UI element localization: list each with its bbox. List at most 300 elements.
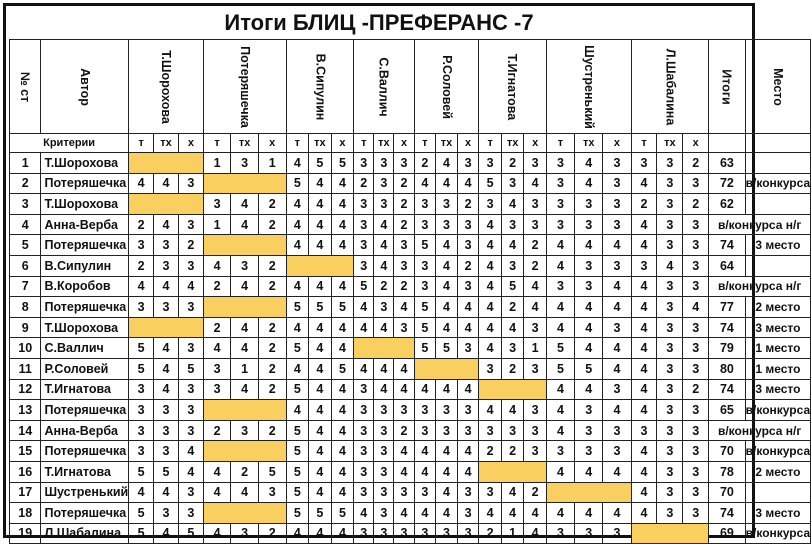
score-cell: 1: [231, 358, 259, 379]
score-cell: 3: [546, 153, 574, 174]
score-cell: 4: [178, 461, 203, 482]
score-cell: 4: [286, 523, 309, 544]
score-cell: 3: [414, 482, 436, 503]
score-cell: 3: [524, 317, 547, 338]
score-cell: 4: [231, 214, 259, 235]
score-cell: 2: [258, 194, 286, 215]
score-cell: 4: [631, 482, 657, 503]
score-cell: 4: [286, 153, 309, 174]
score-cell: 3: [683, 503, 709, 524]
score-cell: 4: [331, 441, 354, 462]
score-cell: 5: [414, 235, 436, 256]
self-judge-cell: [479, 461, 546, 482]
score-cell: 3: [575, 523, 603, 544]
row-author: С.Валлич: [41, 338, 129, 359]
score-cell: 3: [258, 482, 286, 503]
score-cell: 3: [178, 503, 203, 524]
score-cell: 4: [309, 358, 332, 379]
header-judge-text: Шустренький: [581, 44, 596, 129]
header-judge: [546, 40, 631, 134]
score-cell: 4: [231, 317, 259, 338]
score-cell: 3: [457, 400, 479, 421]
row-total: 64: [709, 255, 745, 276]
row-number: 16: [10, 461, 41, 482]
score-cell: 4: [309, 276, 332, 297]
score-cell: 3: [154, 420, 179, 441]
score-cell: 4: [129, 482, 154, 503]
row-place: 3 место: [745, 317, 810, 338]
row-total: 69: [709, 523, 745, 544]
score-cell: 5: [309, 503, 332, 524]
score-cell: 4: [575, 338, 603, 359]
page-title: Итоги БЛИЦ -ПРЕФЕРАНС -7: [224, 10, 534, 35]
score-cell: 4: [374, 317, 394, 338]
header-judge: [286, 40, 354, 134]
score-cell: 4: [374, 214, 394, 235]
score-cell: 4: [436, 317, 458, 338]
score-cell: 4: [231, 276, 259, 297]
row-total: 80: [709, 358, 745, 379]
score-cell: 4: [436, 235, 458, 256]
row-number: 1: [10, 153, 41, 174]
score-cell: 3: [501, 338, 523, 359]
score-cell: 3: [657, 441, 683, 462]
criteria-row: [10, 134, 811, 153]
score-cell: 2: [203, 420, 231, 441]
score-cell: 2: [683, 379, 709, 400]
score-cell: 3: [178, 338, 203, 359]
score-cell: 4: [154, 482, 179, 503]
score-cell: 4: [286, 400, 309, 421]
header-place: [745, 40, 810, 134]
score-cell: 4: [479, 503, 501, 524]
score-cell: 5: [129, 523, 154, 544]
score-cell: 3: [683, 276, 709, 297]
score-cell: 4: [479, 400, 501, 421]
score-cell: 5: [354, 276, 374, 297]
score-cell: 5: [501, 276, 523, 297]
score-cell: 3: [683, 441, 709, 462]
criteria-cell: т: [479, 134, 501, 153]
criteria-cell: т: [354, 134, 374, 153]
score-cell: 3: [657, 276, 683, 297]
score-cell: 2: [258, 358, 286, 379]
score-cell: 4: [479, 235, 501, 256]
score-cell: 1: [524, 338, 547, 359]
score-cell: 3: [394, 482, 414, 503]
score-cell: 3: [178, 420, 203, 441]
row-place: 1 место: [745, 358, 810, 379]
row-result-note: в/конкурса н/г: [709, 420, 811, 441]
self-judge-cell: [129, 153, 204, 174]
score-cell: 4: [331, 173, 354, 194]
header-judge-text: В.Сипулин: [312, 53, 327, 120]
score-cell: 3: [657, 235, 683, 256]
score-cell: 4: [631, 441, 657, 462]
score-cell: 4: [331, 523, 354, 544]
score-cell: 4: [546, 255, 574, 276]
score-cell: 2: [258, 523, 286, 544]
score-cell: 5: [414, 297, 436, 318]
score-cell: 4: [154, 358, 179, 379]
row-place: [745, 153, 810, 174]
score-cell: 3: [374, 297, 394, 318]
score-cell: 4: [309, 400, 332, 421]
score-cell: 4: [546, 420, 574, 441]
row-place: 2 место: [745, 461, 810, 482]
score-cell: 5: [286, 338, 309, 359]
header-judge: [354, 40, 414, 134]
score-cell: 2: [457, 255, 479, 276]
criteria-cell: х: [331, 134, 354, 153]
score-cell: 3: [154, 235, 179, 256]
score-cell: 4: [501, 400, 523, 421]
score-cell: 4: [479, 317, 501, 338]
self-judge-cell: [203, 400, 286, 421]
score-cell: 3: [354, 214, 374, 235]
criteria-cell: тх: [436, 134, 458, 153]
score-cell: 5: [286, 461, 309, 482]
score-cell: 5: [258, 461, 286, 482]
score-cell: 3: [657, 173, 683, 194]
score-cell: 3: [603, 173, 631, 194]
score-cell: 2: [479, 441, 501, 462]
header-num-text: № ст: [18, 71, 33, 102]
score-cell: 3: [683, 358, 709, 379]
score-cell: 2: [258, 379, 286, 400]
score-cell: 2: [258, 338, 286, 359]
row-author: Шустренький: [41, 482, 129, 503]
header-author-text: Автор: [77, 67, 92, 106]
score-cell: 4: [331, 338, 354, 359]
score-cell: 4: [331, 214, 354, 235]
score-cell: 4: [203, 523, 231, 544]
score-cell: 2: [129, 214, 154, 235]
score-cell: 3: [546, 523, 574, 544]
score-cell: 2: [501, 358, 523, 379]
self-judge-cell: [631, 523, 709, 544]
row-author: Т.Шорохова: [41, 153, 129, 174]
score-cell: 3: [546, 441, 574, 462]
score-cell: 4: [575, 379, 603, 400]
score-cell: 4: [631, 358, 657, 379]
score-cell: 2: [374, 276, 394, 297]
score-cell: 3: [374, 441, 394, 462]
score-cell: 4: [575, 173, 603, 194]
score-cell: 4: [631, 317, 657, 338]
score-cell: 4: [309, 194, 332, 215]
score-cell: 3: [414, 276, 436, 297]
score-cell: 4: [414, 461, 436, 482]
score-cell: 3: [575, 420, 603, 441]
score-cell: 2: [258, 214, 286, 235]
score-cell: 3: [374, 482, 394, 503]
table-row: [10, 235, 811, 256]
self-judge-cell: [203, 441, 286, 462]
table-row: [10, 482, 811, 503]
row-number: 17: [10, 482, 41, 503]
score-cell: 3: [683, 255, 709, 276]
score-cell: 3: [657, 379, 683, 400]
score-cell: 4: [331, 420, 354, 441]
criteria-cell: т: [414, 134, 436, 153]
score-cell: 3: [603, 379, 631, 400]
score-cell: 3: [394, 153, 414, 174]
criteria-cell: х: [258, 134, 286, 153]
self-judge-cell: [354, 338, 414, 359]
score-cell: 3: [154, 297, 179, 318]
score-cell: 4: [631, 297, 657, 318]
score-cell: 4: [603, 235, 631, 256]
row-number: 3: [10, 194, 41, 215]
score-cell: 4: [414, 441, 436, 462]
score-cell: 3: [683, 420, 709, 441]
row-place: в/конкурса: [745, 441, 810, 462]
score-cell: 4: [546, 297, 574, 318]
table-row: [10, 153, 811, 174]
header-judge-text: Р.Соловей: [439, 54, 454, 119]
score-cell: 4: [286, 235, 309, 256]
table-row: [10, 441, 811, 462]
score-cell: 4: [309, 523, 332, 544]
score-cell: 2: [394, 420, 414, 441]
score-cell: 3: [414, 523, 436, 544]
score-cell: 3: [178, 400, 203, 421]
self-judge-cell: [414, 358, 479, 379]
score-cell: 2: [683, 153, 709, 174]
score-cell: 2: [479, 523, 501, 544]
score-cell: 4: [331, 400, 354, 421]
criteria-cell: тх: [657, 134, 683, 153]
score-cell: 3: [457, 523, 479, 544]
score-cell: 4: [331, 317, 354, 338]
score-cell: 4: [524, 523, 547, 544]
criteria-cell: х: [683, 134, 709, 153]
table-row: [10, 461, 811, 482]
score-cell: 3: [524, 358, 547, 379]
score-cell: 3: [683, 482, 709, 503]
score-cell: 4: [603, 503, 631, 524]
score-cell: 3: [657, 214, 683, 235]
header-judge-text: Л.Шабалина: [662, 48, 677, 125]
table-row: [10, 214, 811, 235]
score-cell: 2: [524, 255, 547, 276]
score-cell: 4: [575, 461, 603, 482]
table-row: [10, 400, 811, 421]
score-cell: 3: [457, 153, 479, 174]
score-cell: 5: [154, 461, 179, 482]
row-total: 78: [709, 461, 745, 482]
score-cell: 2: [501, 297, 523, 318]
row-author: Потеряшечка: [41, 297, 129, 318]
score-cell: 4: [374, 379, 394, 400]
score-cell: 4: [501, 503, 523, 524]
row-place: [745, 194, 810, 215]
criteria-cell: т: [546, 134, 574, 153]
score-cell: 4: [457, 173, 479, 194]
score-cell: 3: [575, 276, 603, 297]
score-cell: 2: [231, 461, 259, 482]
score-cell: 2: [683, 194, 709, 215]
score-cell: 3: [231, 153, 259, 174]
score-cell: 3: [129, 379, 154, 400]
score-cell: 3: [414, 214, 436, 235]
score-cell: 4: [129, 173, 154, 194]
score-cell: 4: [631, 379, 657, 400]
score-cell: 3: [374, 153, 394, 174]
row-place: 3 место: [745, 503, 810, 524]
header-total: [709, 40, 745, 134]
score-cell: 3: [683, 214, 709, 235]
score-cell: 5: [286, 441, 309, 462]
self-judge-cell: [286, 255, 354, 276]
header-judge: [631, 40, 709, 134]
score-cell: 4: [575, 317, 603, 338]
score-cell: 3: [457, 235, 479, 256]
score-cell: 4: [479, 255, 501, 276]
score-cell: 4: [331, 276, 354, 297]
score-cell: 4: [631, 276, 657, 297]
criteria-cell: тх: [154, 134, 179, 153]
self-judge-cell: [129, 317, 204, 338]
criteria-label: Критерии: [10, 134, 129, 153]
score-cell: 4: [286, 214, 309, 235]
row-total: 74: [709, 235, 745, 256]
row-total: 62: [709, 194, 745, 215]
score-cell: 3: [546, 194, 574, 215]
score-cell: 4: [546, 400, 574, 421]
score-cell: 4: [154, 173, 179, 194]
row-total: 79: [709, 338, 745, 359]
score-cell: 5: [286, 173, 309, 194]
score-cell: 3: [683, 173, 709, 194]
score-cell: 2: [631, 194, 657, 215]
table-row: [10, 338, 811, 359]
score-cell: 3: [683, 338, 709, 359]
row-place: 2 место: [745, 297, 810, 318]
score-cell: 5: [286, 297, 309, 318]
row-number: 14: [10, 420, 41, 441]
score-cell: 4: [231, 482, 259, 503]
score-cell: 4: [309, 235, 332, 256]
score-cell: 5: [331, 297, 354, 318]
score-cell: 3: [178, 482, 203, 503]
score-cell: 4: [309, 214, 332, 235]
score-cell: 2: [524, 482, 547, 503]
row-number: 6: [10, 255, 41, 276]
score-cell: 3: [354, 441, 374, 462]
score-cell: 4: [309, 461, 332, 482]
score-cell: 3: [354, 379, 374, 400]
table-row: [10, 194, 811, 215]
score-cell: 4: [286, 276, 309, 297]
row-author: Потеряшечка: [41, 173, 129, 194]
score-cell: 3: [354, 461, 374, 482]
score-cell: 3: [683, 461, 709, 482]
score-cell: 4: [436, 173, 458, 194]
score-cell: 4: [309, 441, 332, 462]
score-cell: 3: [603, 523, 631, 544]
row-author: Потеряшечка: [41, 235, 129, 256]
score-cell: 4: [286, 358, 309, 379]
score-cell: 4: [354, 297, 374, 318]
row-number: 7: [10, 276, 41, 297]
header-judge-text: Т.Шорохова: [159, 49, 174, 124]
score-cell: 3: [603, 194, 631, 215]
score-cell: 4: [546, 503, 574, 524]
criteria-cell: тх: [374, 134, 394, 153]
score-cell: 3: [394, 400, 414, 421]
header-judge-text: Т.Игнатова: [505, 53, 520, 120]
score-cell: 4: [603, 276, 631, 297]
row-place: [745, 482, 810, 503]
score-cell: 5: [546, 358, 574, 379]
score-cell: 4: [546, 235, 574, 256]
score-cell: 4: [457, 317, 479, 338]
row-number: 8: [10, 297, 41, 318]
score-cell: 4: [309, 317, 332, 338]
score-cell: 5: [436, 338, 458, 359]
header-total-text: Итоги: [719, 68, 734, 105]
score-cell: 4: [394, 358, 414, 379]
table-row: [10, 255, 811, 276]
table-row: [10, 297, 811, 318]
score-cell: 4: [631, 173, 657, 194]
score-cell: 3: [178, 214, 203, 235]
self-judge-cell: [203, 297, 286, 318]
score-cell: 4: [374, 255, 394, 276]
score-cell: 5: [331, 358, 354, 379]
row-author: Анна-Верба: [41, 420, 129, 441]
score-cell: 3: [575, 255, 603, 276]
score-cell: 5: [309, 153, 332, 174]
score-cell: 3: [354, 482, 374, 503]
score-cell: 4: [524, 173, 547, 194]
score-cell: 4: [603, 358, 631, 379]
score-cell: 3: [479, 153, 501, 174]
score-cell: 4: [309, 482, 332, 503]
score-cell: 3: [394, 317, 414, 338]
criteria-cell: т: [286, 134, 309, 153]
score-cell: 3: [394, 255, 414, 276]
row-total: 74: [709, 503, 745, 524]
score-cell: 5: [286, 482, 309, 503]
score-cell: 3: [657, 461, 683, 482]
score-cell: 3: [603, 214, 631, 235]
score-cell: 3: [154, 255, 179, 276]
score-cell: 3: [203, 379, 231, 400]
score-cell: 3: [479, 358, 501, 379]
score-cell: 5: [309, 297, 332, 318]
score-cell: 5: [286, 420, 309, 441]
score-cell: 3: [129, 441, 154, 462]
score-cell: 3: [479, 482, 501, 503]
score-cell: 3: [683, 400, 709, 421]
score-cell: 3: [657, 153, 683, 174]
score-cell: 4: [154, 523, 179, 544]
score-cell: 4: [575, 153, 603, 174]
score-cell: 3: [501, 173, 523, 194]
row-result-note: в/конкурса н/г: [709, 214, 811, 235]
score-cell: 3: [374, 420, 394, 441]
score-cell: 3: [414, 194, 436, 215]
row-author: Т.Игнатова: [41, 461, 129, 482]
score-cell: 4: [394, 379, 414, 400]
score-cell: 4: [631, 461, 657, 482]
score-cell: 4: [436, 482, 458, 503]
score-cell: 4: [436, 503, 458, 524]
table-row: [10, 317, 811, 338]
